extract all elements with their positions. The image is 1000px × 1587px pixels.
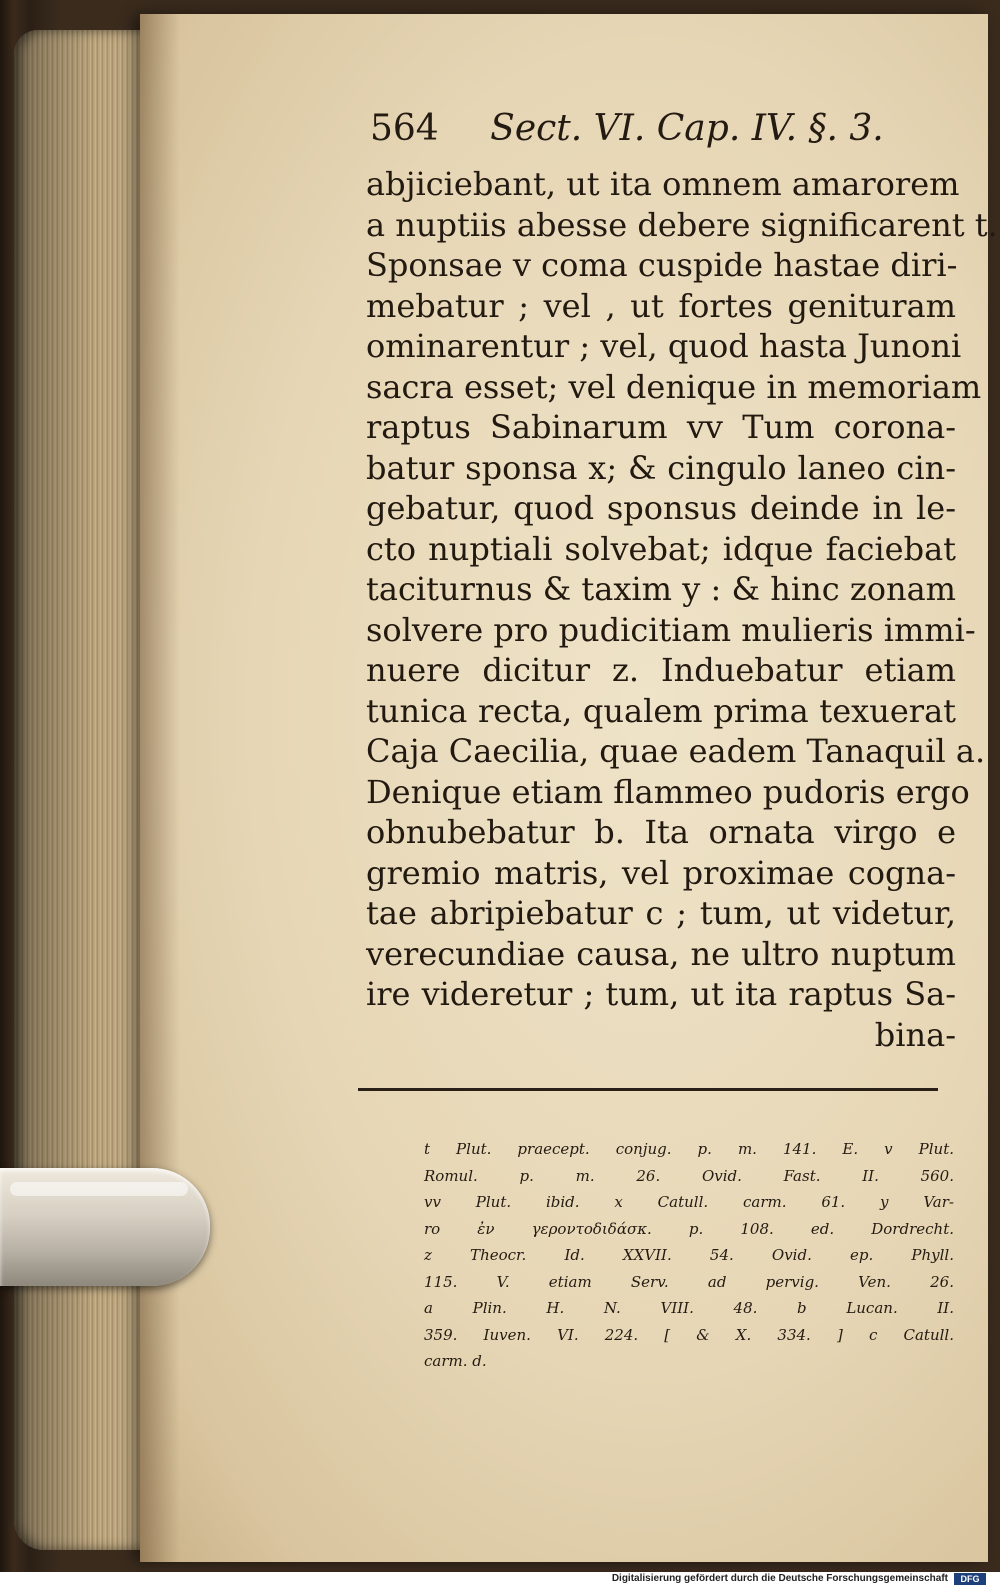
footnote-line: carm. d.	[424, 1352, 487, 1370]
text-line: nuere dicitur z. Induebatur etiam	[366, 651, 956, 689]
text-line: cto nuptiali solvebat; idque faciebat	[366, 529, 956, 568]
text-line: gebatur, quod sponsus deinde in le-	[366, 489, 956, 527]
footnote-line: 115. V. etiam Serv. ad pervig. Ven. 26.	[424, 1272, 954, 1291]
footnote-line: 359. Iuven. VI. 224. [ & X. 334. ] c Catull.	[424, 1325, 954, 1344]
footnote-line: a Plin. H. N. VIII. 48. b Lucan. II.	[424, 1299, 954, 1317]
text-line: Sponsae v coma cuspide hastae diri-	[366, 246, 958, 284]
footnotes	[424, 1136, 954, 1375]
page-edges	[14, 30, 150, 1550]
text-line: batur sponsa x; & cingulo laneo cin-	[366, 448, 956, 487]
text-line: ominarentur ; vel, quod hasta Junoni	[366, 327, 962, 365]
page-number: 564	[370, 108, 439, 149]
text-line: ire videretur ; tum, ut ita raptus Sa-	[366, 975, 956, 1013]
text-line: a nuptiis abesse debere significarent t.	[366, 205, 998, 244]
body-text	[366, 164, 998, 1055]
text-line: gremio matris, vel proximae cogna-	[366, 853, 956, 892]
footnote-rule	[358, 1088, 938, 1091]
footnote-line: Romul. p. m. 26. Ovid. Fast. II. 560.	[424, 1166, 954, 1185]
text-line: tae abripiebatur c ; tum, ut videtur,	[366, 894, 956, 932]
dfg-logo-icon: DFG	[954, 1573, 986, 1585]
footnote-line: vv Plut. ibid. x Catull. carm. 61. y Var-	[424, 1193, 954, 1211]
footnote-line: ro ἐν γεροντοδιδάσκ. p. 108. ed. Dordrecht.	[424, 1219, 954, 1238]
text-line: verecundiae causa, ne ultro nuptum	[366, 934, 956, 973]
text-line: obnubebatur b. Ita ornata virgo e	[366, 813, 956, 851]
text-line: Caja Caecilia, quae eadem Tanaquil a.	[366, 732, 986, 770]
text-line: Denique etiam flammeo pudoris ergo	[366, 772, 970, 811]
text-line: tunica recta, qualem prima texuerat	[366, 691, 956, 730]
text-line: raptus Sabinarum vv Tum corona-	[366, 408, 956, 446]
footnote-line: z Theocr. Id. XXVII. 54. Ovid. ep. Phyll.	[424, 1246, 954, 1264]
text-line: solvere pro pudicitiam mulieris immi-	[366, 610, 976, 649]
text-line: taciturnus & taxim y : & hinc zonam	[366, 570, 956, 608]
running-header	[370, 108, 884, 149]
book-clamp	[0, 1168, 210, 1286]
footnote-line: t Plut. praecept. conjug. p. m. 141. E. v Plut.	[424, 1140, 954, 1158]
catchword: bina-	[874, 1015, 956, 1054]
text-line: abjiciebant, ut ita omnem amarorem	[366, 165, 960, 203]
funding-credit: Digitalisierung gefördert durch die Deutsche Forschungsgemeinschaft	[611, 1573, 948, 1584]
text-line: mebatur ; vel , ut fortes genituram	[366, 286, 956, 325]
section-heading: Sect. VI. Cap. IV. §. 3.	[490, 108, 884, 149]
text-line: sacra esset; vel denique in memoriam	[366, 367, 982, 406]
